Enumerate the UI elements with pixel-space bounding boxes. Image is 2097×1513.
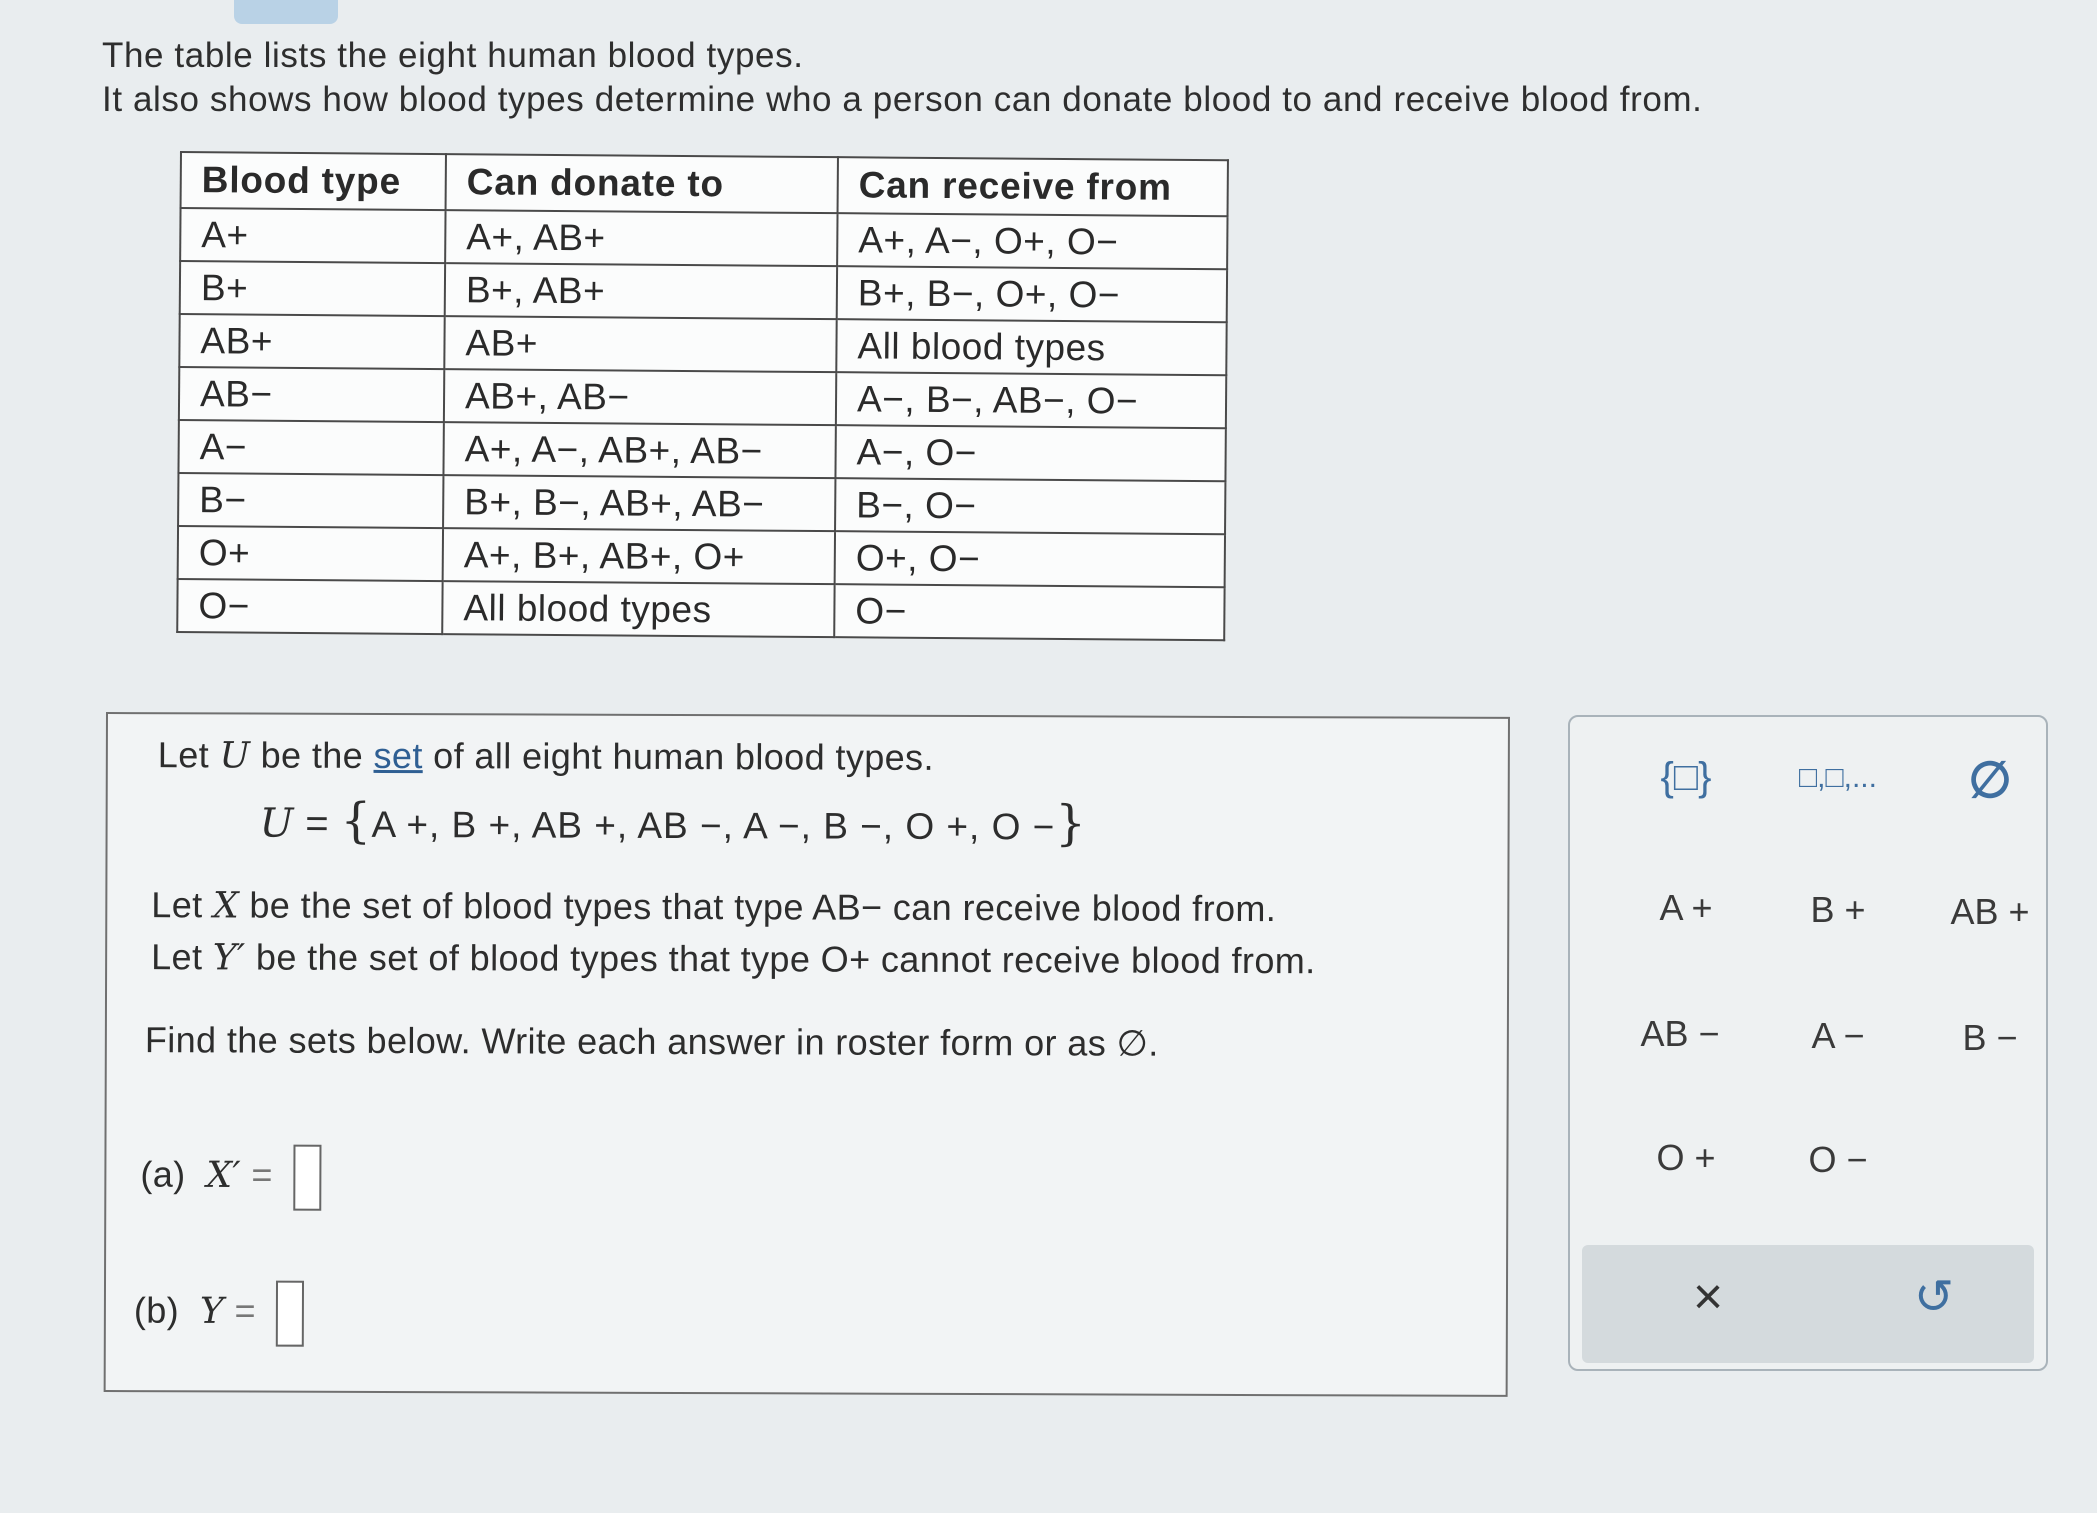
- empty-set-button[interactable]: ∅: [1968, 752, 2012, 808]
- donate-cell: A+, B+, AB+, O+: [443, 528, 835, 584]
- blood-type-cell: O−: [177, 579, 442, 634]
- receive-cell: B−, O−: [835, 478, 1225, 534]
- table-row: [177, 579, 1224, 640]
- set-link[interactable]: set: [373, 734, 423, 777]
- key-ab-neg[interactable]: AB −: [1640, 1013, 1720, 1054]
- set-braces-button[interactable]: {□}: [1660, 755, 1712, 799]
- part-a-label: (a): [140, 1153, 186, 1195]
- donate-cell: B+, B−, AB+, AB−: [443, 475, 835, 531]
- receive-cell: O−: [834, 584, 1224, 640]
- list-button[interactable]: □,□,...: [1799, 761, 1877, 794]
- y-definition: Let Y′ be the set of blood types that type O+ cannot receive blood from.: [151, 936, 1316, 982]
- donate-cell: A+, AB+: [445, 210, 837, 266]
- part-b-label: (b): [133, 1289, 180, 1331]
- blood-type-cell: O+: [178, 526, 443, 581]
- donate-cell: B+, AB+: [445, 263, 837, 319]
- donate-cell: A+, A−, AB+, AB−: [443, 422, 835, 478]
- u-variable: U: [219, 735, 251, 777]
- question-panel: [104, 712, 1510, 1397]
- undo-button[interactable]: ↺: [1913, 1271, 1955, 1324]
- receive-cell: B+, B−, O+, O−: [837, 266, 1227, 322]
- key-b-pos[interactable]: B +: [1810, 889, 1866, 930]
- answer-b-input[interactable]: [276, 1281, 304, 1347]
- x-variable: X: [212, 885, 240, 927]
- intro-line-2: It also shows how blood types determine who a person can donate blood to and receive blood from.: [102, 80, 1703, 119]
- donate-cell: AB+: [444, 316, 836, 372]
- u-definition: Let U be the set of all eight human blood types.: [157, 734, 934, 778]
- table-header-row: [181, 152, 1228, 216]
- blood-type-cell: AB+: [179, 314, 444, 369]
- blood-type-cell: AB−: [179, 367, 444, 422]
- table-row: [180, 208, 1227, 269]
- close-brace: }: [1055, 795, 1087, 852]
- table-row: [179, 314, 1226, 375]
- receive-cell: All blood types: [836, 319, 1226, 375]
- key-o-neg[interactable]: O −: [1808, 1139, 1868, 1180]
- receive-cell: A−, B−, AB−, O−: [836, 372, 1226, 428]
- table-row: [178, 526, 1225, 587]
- clear-button[interactable]: ×: [1692, 1268, 1724, 1326]
- receive-cell: O+, O−: [835, 531, 1225, 587]
- top-tab[interactable]: [234, 0, 338, 24]
- intro-line-1: The table lists the eight human blood types.: [102, 36, 804, 75]
- table-row: [178, 473, 1225, 534]
- blood-type-table: [176, 151, 1229, 641]
- instruction-text: Find the sets below. Write each answer in roster form or as ∅.: [144, 1019, 1159, 1064]
- blood-type-cell: A+: [180, 208, 445, 263]
- math-keypad: [1568, 715, 2048, 1371]
- table-row: [179, 367, 1226, 428]
- part-a: (a) X′ =: [140, 1144, 321, 1211]
- blood-type-cell: B−: [178, 473, 443, 528]
- key-o-pos[interactable]: O +: [1656, 1137, 1716, 1178]
- x-definition: Let X be the set of blood types that type AB− can receive blood from.: [151, 884, 1277, 930]
- donate-cell: All blood types: [442, 581, 834, 637]
- y-variable: Y′: [212, 937, 246, 979]
- key-b-neg[interactable]: B −: [1962, 1017, 2018, 1058]
- donate-cell: AB+, AB−: [444, 369, 836, 425]
- u-set-equation: U = {A +, B +, AB +, AB −, A −, B −, O +, O −}: [259, 792, 1087, 852]
- answer-a-input[interactable]: [293, 1145, 321, 1211]
- receive-cell: A−, O−: [835, 425, 1225, 481]
- key-ab-pos[interactable]: AB +: [1950, 891, 2030, 932]
- open-brace: {: [340, 792, 372, 849]
- header-blood-type: Blood type: [181, 152, 446, 210]
- part-b-variable: Y: [199, 1290, 225, 1332]
- key-a-neg[interactable]: A −: [1811, 1015, 1865, 1056]
- table-row: [178, 420, 1225, 481]
- key-a-pos[interactable]: A +: [1659, 887, 1713, 928]
- u-set-elements: A +, B +, AB +, AB −, A −, B −, O +, O −: [371, 803, 1056, 848]
- header-can-receive-from: Can receive from: [838, 157, 1228, 216]
- blood-type-cell: A−: [178, 420, 443, 475]
- part-a-variable: X′: [206, 1154, 242, 1196]
- receive-cell: A+, A−, O+, O−: [837, 213, 1227, 269]
- blood-type-cell: B+: [180, 261, 445, 316]
- part-b: (b) Y =: [134, 1280, 305, 1347]
- header-can-donate-to: Can donate to: [446, 154, 838, 213]
- keypad-action-bar: [1582, 1245, 2034, 1363]
- intro-text: [102, 34, 1703, 122]
- table-row: [180, 261, 1227, 322]
